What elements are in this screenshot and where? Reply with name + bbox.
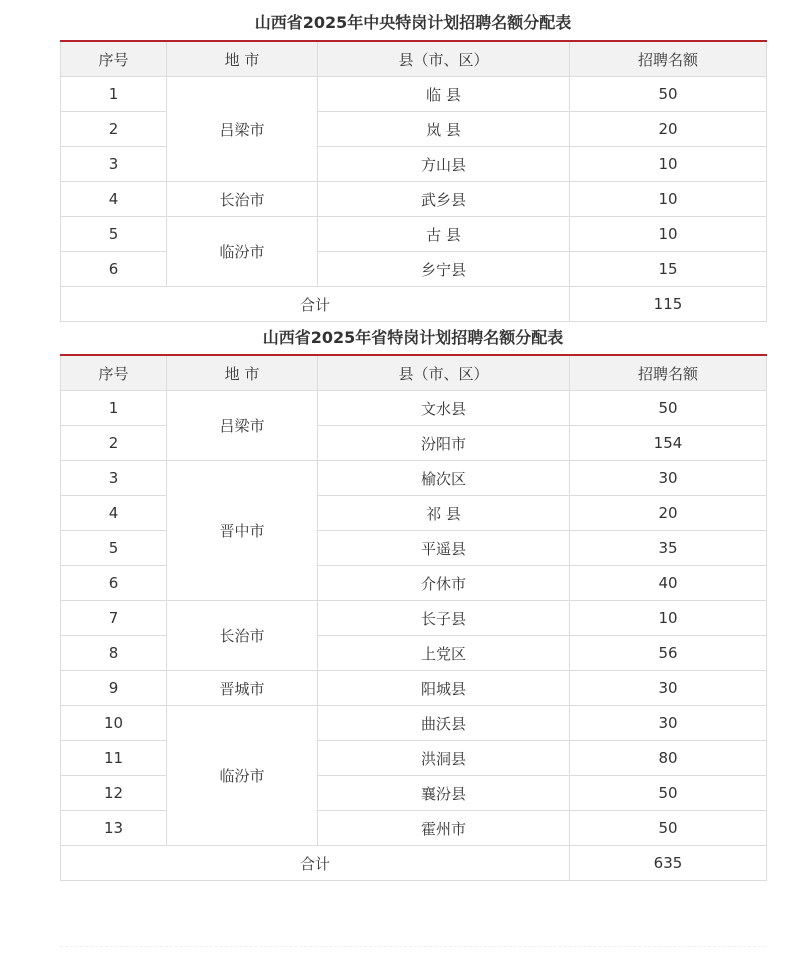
row-quota: 154 [570, 426, 767, 461]
table-row [61, 182, 767, 217]
row-quota: 10 [570, 147, 767, 182]
total-label: 合计 [61, 846, 570, 881]
row-no: 2 [61, 112, 167, 147]
row-county: 霍州市 [318, 811, 570, 846]
table-row [61, 77, 767, 112]
total-row [61, 287, 767, 322]
table-1-title: 山西省2025年中央特岗计划招聘名额分配表 [254, 13, 572, 32]
row-city: 临汾市 [167, 706, 318, 846]
row-quota: 20 [570, 112, 767, 147]
table-header-row [61, 355, 767, 391]
table-row [61, 252, 767, 287]
row-no: 11 [61, 741, 167, 776]
row-city: 吕梁市 [167, 77, 318, 182]
total-value: 115 [570, 287, 767, 322]
row-county: 岚 县 [318, 112, 570, 147]
table-1 [60, 40, 767, 322]
row-county: 阳城县 [318, 671, 570, 706]
table-row [61, 776, 767, 811]
row-county: 祁 县 [318, 496, 570, 531]
row-quota: 30 [570, 706, 767, 741]
table-header-row [61, 41, 767, 77]
row-no: 6 [61, 566, 167, 601]
table-row [61, 706, 767, 741]
row-quota: 50 [570, 811, 767, 846]
row-quota: 56 [570, 636, 767, 671]
divider [60, 946, 766, 947]
total-label: 合计 [61, 287, 570, 322]
row-quota: 35 [570, 531, 767, 566]
row-no: 7 [61, 601, 167, 636]
row-no: 1 [61, 77, 167, 112]
row-quota: 10 [570, 601, 767, 636]
row-no: 13 [61, 811, 167, 846]
row-city: 临汾市 [167, 217, 318, 287]
row-city: 吕梁市 [167, 391, 318, 461]
table-2-title: 山西省2025年省特岗计划招聘名额分配表 [262, 328, 564, 347]
row-county: 古 县 [318, 217, 570, 252]
row-no: 10 [61, 706, 167, 741]
row-quota: 50 [570, 77, 767, 112]
row-no: 1 [61, 391, 167, 426]
row-quota: 10 [570, 217, 767, 252]
row-county: 平遥县 [318, 531, 570, 566]
row-no: 2 [61, 426, 167, 461]
row-city: 长治市 [167, 601, 318, 671]
table-row [61, 636, 767, 671]
row-city: 晋城市 [167, 671, 318, 706]
table-row [61, 741, 767, 776]
header-county: 县（市、区） [318, 41, 570, 77]
row-county: 襄汾县 [318, 776, 570, 811]
row-county: 介休市 [318, 566, 570, 601]
row-no: 8 [61, 636, 167, 671]
table-row [61, 496, 767, 531]
row-no: 9 [61, 671, 167, 706]
table-row [61, 671, 767, 706]
header-county: 县（市、区） [318, 355, 570, 391]
row-county: 上党区 [318, 636, 570, 671]
row-no: 3 [61, 461, 167, 496]
header-city: 地 市 [167, 355, 318, 391]
row-quota: 40 [570, 566, 767, 601]
row-quota: 20 [570, 496, 767, 531]
table-row [61, 811, 767, 846]
row-county: 长子县 [318, 601, 570, 636]
row-county: 曲沃县 [318, 706, 570, 741]
row-county: 临 县 [318, 77, 570, 112]
table-row [61, 566, 767, 601]
header-no: 序号 [61, 41, 167, 77]
row-quota: 10 [570, 182, 767, 217]
header-city: 地 市 [167, 41, 318, 77]
table-row [61, 426, 767, 461]
row-county: 榆次区 [318, 461, 570, 496]
row-no: 4 [61, 182, 167, 217]
table-row [61, 461, 767, 496]
row-county: 乡宁县 [318, 252, 570, 287]
header-no: 序号 [61, 355, 167, 391]
table-row [61, 112, 767, 147]
table-row [61, 601, 767, 636]
total-row [61, 846, 767, 881]
row-quota: 30 [570, 671, 767, 706]
row-no: 6 [61, 252, 167, 287]
row-no: 5 [61, 217, 167, 252]
row-county: 汾阳市 [318, 426, 570, 461]
row-county: 方山县 [318, 147, 570, 182]
row-quota: 80 [570, 741, 767, 776]
row-no: 5 [61, 531, 167, 566]
table-row [61, 391, 767, 426]
row-quota: 50 [570, 391, 767, 426]
row-quota: 30 [570, 461, 767, 496]
header-quota: 招聘名额 [570, 41, 767, 77]
row-city: 长治市 [167, 182, 318, 217]
row-city: 晋中市 [167, 461, 318, 601]
row-no: 4 [61, 496, 167, 531]
header-quota: 招聘名额 [570, 355, 767, 391]
row-quota: 15 [570, 252, 767, 287]
row-no: 3 [61, 147, 167, 182]
row-county: 文水县 [318, 391, 570, 426]
table-row [61, 147, 767, 182]
table-row [61, 531, 767, 566]
total-value: 635 [570, 846, 767, 881]
table-2 [60, 354, 767, 881]
row-county: 洪洞县 [318, 741, 570, 776]
row-quota: 50 [570, 776, 767, 811]
table-row [61, 217, 767, 252]
row-no: 12 [61, 776, 167, 811]
row-county: 武乡县 [318, 182, 570, 217]
